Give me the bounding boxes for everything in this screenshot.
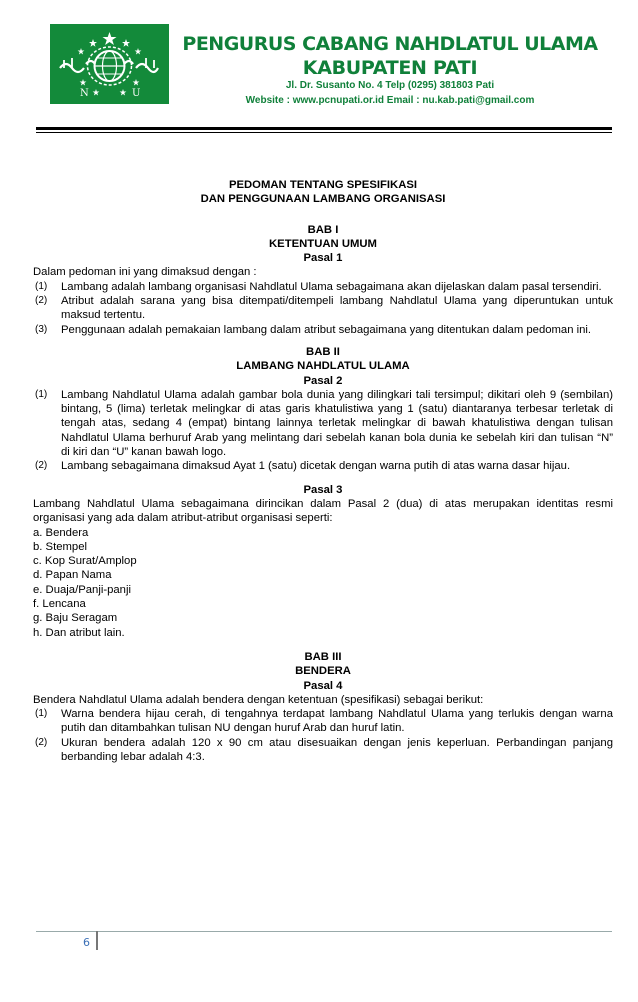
- item-text: Atribut adalah sarana yang bisa ditempati/ditempeli lambang Nahdlatul Ulama yang diperuntukan untuk maksud tertentu.: [61, 295, 613, 322]
- logo-letter-u: U: [132, 88, 141, 99]
- doc-title-line2: DAN PENGGUNAAN LAMBANG ORGANISASI: [200, 193, 446, 206]
- pasal3-text: Lambang Nahdlatul Ulama sebagaimana dirincikan dalam Pasal 2 (dua) di atas merupakan identitas resmi organisasi yang ada dalam atribut-atribut organisasi seperti:: [33, 497, 613, 525]
- document-body: [33, 178, 613, 764]
- pasal1-item: [33, 280, 613, 294]
- item-text: Ukuran bendera adalah 120 x 90 cm atau disesuaikan dengan jenis keperluan. Perbandingan panjang berbanding lebar adalah 4:3.: [61, 736, 613, 763]
- footer-rule: [36, 931, 612, 932]
- bab3-heading: BAB III: [304, 650, 342, 663]
- letterhead-rule-thin: [36, 132, 612, 133]
- nahdlatul-ulama-logo-icon: [50, 24, 169, 104]
- bab3-name: BENDERA: [295, 665, 351, 678]
- attribute-list-item: e. Duaja/Panji-panji: [33, 583, 131, 596]
- item-number: (1): [35, 708, 48, 720]
- pasal2-item: [33, 459, 613, 473]
- item-number: (2): [35, 460, 48, 472]
- pasal2-heading: Pasal 2: [303, 374, 343, 387]
- attribute-list-item: f. Lencana: [33, 598, 86, 611]
- attribute-list-item: g. Baju Seragam: [33, 612, 118, 625]
- item-text: Warna bendera hijau cerah, di tengahnya terdapat lambang Nahdlatul Ulama yang terlukis dengan warna putih dan ditambahkan tulisan NU dengan huruf Arab dan huruf latin.: [61, 708, 613, 735]
- attribute-list-item: b. Stempel: [33, 540, 88, 553]
- attribute-list-item: a. Bendera: [33, 526, 89, 539]
- pasal4-item: [33, 707, 613, 736]
- org-title-line1: PENGURUS CABANG NAHDLATUL ULAMA: [182, 33, 598, 55]
- item-number: (3): [35, 323, 48, 335]
- pasal3-heading: Pasal 3: [303, 483, 343, 496]
- pasal4-item: [33, 736, 613, 765]
- attribute-list-item: h. Dan atribut lain.: [33, 626, 125, 639]
- bab2-heading: BAB II: [306, 345, 340, 358]
- item-number: (2): [35, 736, 48, 748]
- nu-logo: [50, 24, 169, 104]
- item-number: (1): [35, 388, 48, 400]
- item-text: Lambang sebagaimana dimaksud Ayat 1 (satu) dicetak dengan warna putih di atas warna dasar hijau.: [61, 460, 571, 473]
- item-number: (2): [35, 295, 48, 307]
- page-number: 6: [83, 936, 90, 949]
- pasal4-intro: Bendera Nahdlatul Ulama adalah bendera dengan ketentuan (spesifikasi) sebagai berikut:: [33, 693, 484, 706]
- bab1-heading: BAB I: [307, 223, 339, 236]
- letterhead-rule-thick: [36, 127, 612, 130]
- logo-letter-n: N: [80, 88, 89, 99]
- item-text: Penggunaan adalah pemakaian lambang dalam atribut sebagaimana yang ditentukan dalam pedoman ini.: [61, 323, 592, 336]
- pasal1-heading: Pasal 1: [303, 252, 343, 265]
- attribute-list-item: d. Papan Nama: [33, 569, 112, 582]
- item-number: (1): [35, 280, 48, 292]
- item-text: Lambang adalah lambang organisasi Nahdlatul Ulama sebagaimana akan dijelaskan dalam pasal tersendiri.: [61, 280, 602, 293]
- doc-title-line1: PEDOMAN TENTANG SPESIFIKASI: [228, 179, 418, 191]
- org-title-line2: KABUPATEN PATI: [302, 57, 478, 79]
- bab2-name: LAMBANG NAHDLATUL ULAMA: [236, 360, 410, 373]
- pasal1-item: [33, 323, 613, 337]
- bab1-name: KETENTUAN UMUM: [269, 237, 377, 250]
- pasal1-intro: Dalam pedoman ini yang dimaksud dengan :: [33, 266, 257, 279]
- pasal2-item: [33, 388, 613, 459]
- org-address: Jl. Dr. Susanto No. 4 Telp (0295) 381803 Pati: [285, 80, 495, 91]
- pasal4-heading: Pasal 4: [303, 679, 343, 692]
- pasal1-item: [33, 294, 613, 323]
- org-website-email: Website : www.pcnupati.or.id Email : nu.kab.pati@gmail.com: [245, 95, 535, 106]
- attribute-list-item: c. Kop Surat/Amplop: [33, 555, 137, 568]
- item-text: Lambang Nahdlatul Ulama adalah gambar bola dunia yang dilingkari tali tersimpul; dikitari oleh 9 (sembilan) bintang, 5 (lima) terletak melingkar di atas garis khatulistiwa yang 1 (satu) diantaranya terbesar terletak di tengah atas, sedang 4 (empat) bintang lainnya terletak melingkar di bawah khatulistiwa dengan tulisan Nahdlatul Ulama berhuruf Arab yang melintang dari sebelah kanan bola dunia ke sebelah kiri dan tulisan “N” di kiri dan “U” kanan bawah logo.: [61, 388, 613, 459]
- footer-divider: [96, 931, 98, 950]
